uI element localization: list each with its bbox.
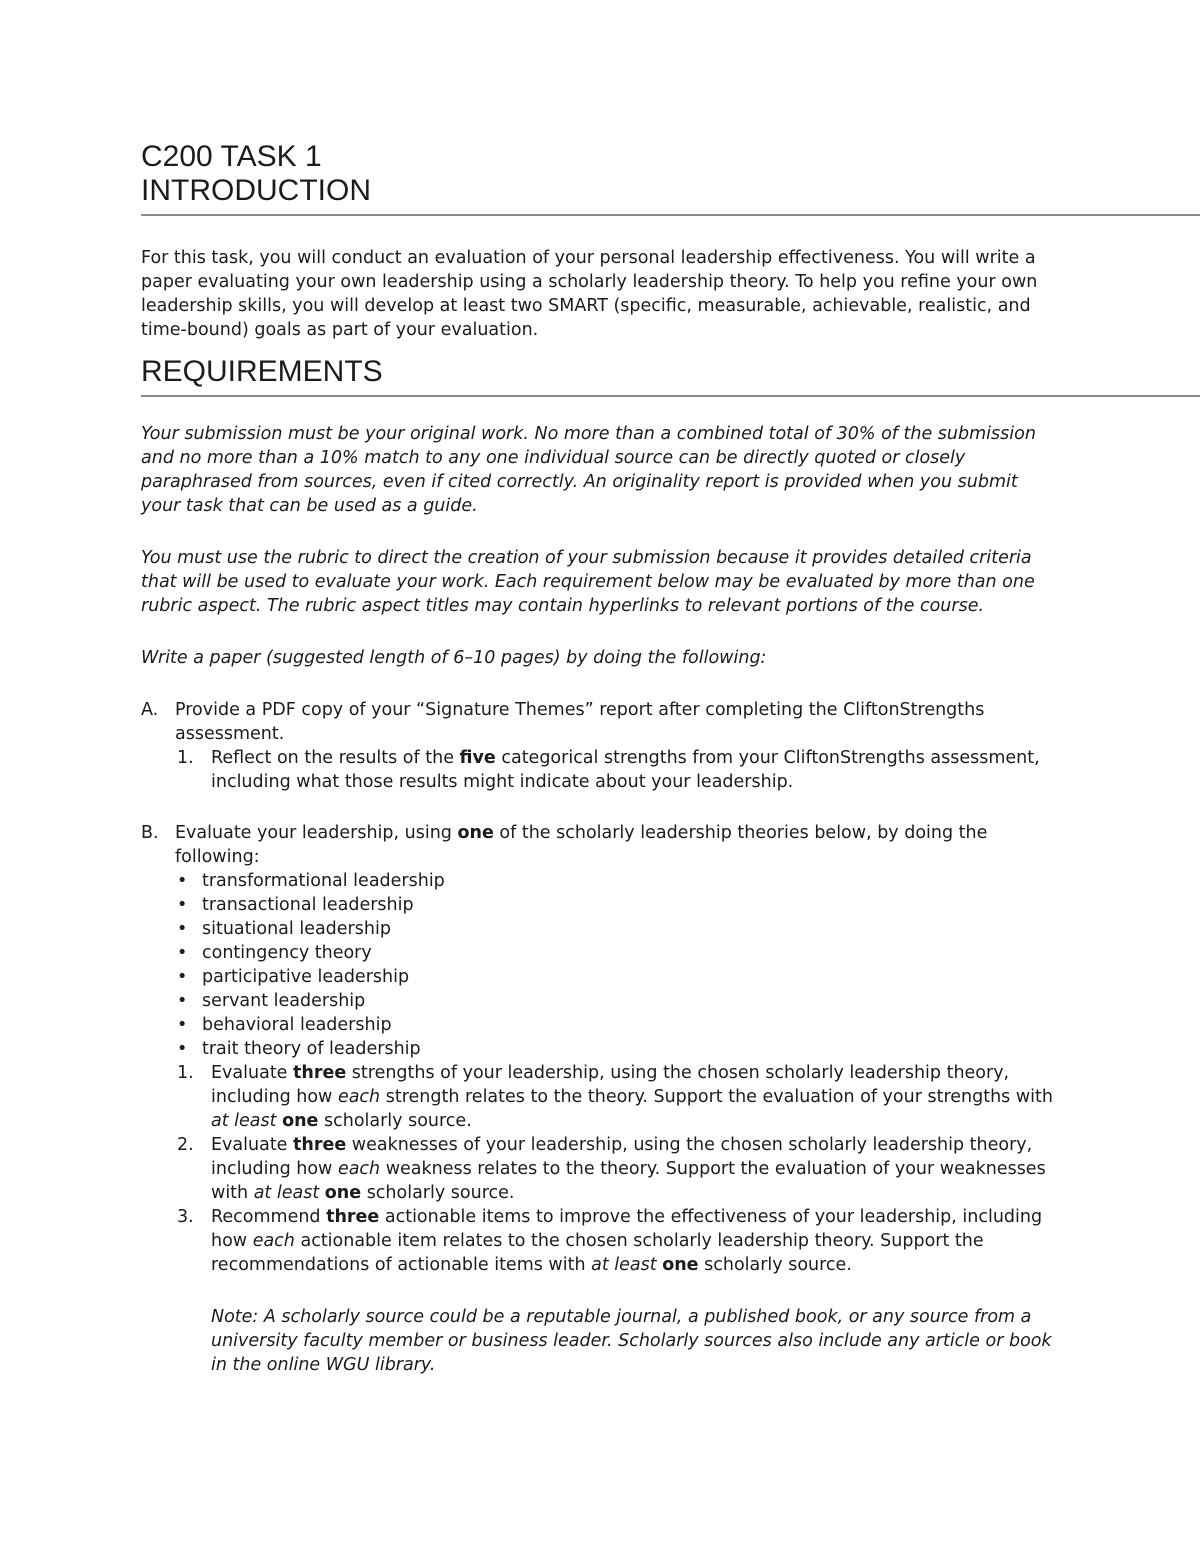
rubric-paragraph: You must use the rubric to direct the creation of your submission because it provides detailed criteria that will be used to evaluate your work. Each requirement below may be evaluated by more than one rubric aspect. The rubric aspect titles may contain hyperlinks to relevant portions of the course. (141, 548, 1035, 616)
list-marker: 3. (177, 1207, 194, 1227)
theory-label: transactional leadership (202, 895, 414, 915)
bullet-icon: • (177, 1039, 188, 1059)
list-item-a (141, 698, 1061, 746)
bullet-icon: • (177, 919, 188, 939)
emphasis-italic: each (337, 1087, 381, 1107)
list-item-b2 (141, 1133, 1061, 1205)
bullet-icon: • (177, 871, 188, 891)
item-text: Evaluate (211, 1063, 294, 1083)
item-text: actionable item relates to the chosen scholarly leadership theory. Support the recommendations of actionable items with (211, 1231, 984, 1275)
document-page (141, 140, 1200, 1377)
bullet-icon: • (177, 895, 188, 915)
introduction-heading: INTRODUCTION (141, 174, 371, 207)
theory-item (141, 917, 1200, 941)
theory-item (141, 893, 1200, 917)
item-text: weaknesses of your leadership, using the chosen scholarly leadership theory, including how (211, 1135, 1033, 1179)
list-marker: 1. (177, 1063, 194, 1083)
emphasis-bold: three (293, 1135, 347, 1155)
theory-item (141, 965, 1200, 989)
theory-label: servant leadership (202, 991, 366, 1011)
list-marker: A. (141, 700, 159, 720)
item-text: of the scholarly leadership theories below, by doing the following: (175, 823, 988, 867)
list-item-a1 (141, 746, 1061, 794)
list-item-b (141, 821, 1061, 869)
theory-label: transformational leadership (202, 871, 445, 891)
theory-item (141, 869, 1200, 893)
item-text: scholarly source. (318, 1111, 472, 1131)
originality-paragraph: Your submission must be your original work. No more than a combined total of 30% of the submission and no more than a 10% match to any one individual source can be directly quoted or closely paraphrased from sources, even if cited correctly. An originality report is provided when you submit your task that can be used as a guide. (141, 424, 1036, 516)
item-text: weakness relates to the theory. Support the evaluation of your weaknesses with (211, 1159, 1046, 1203)
emphasis-italic: at least (253, 1183, 320, 1203)
bullet-icon: • (177, 943, 188, 963)
theory-item (141, 941, 1200, 965)
item-text: scholarly source. (698, 1255, 852, 1275)
item-text: scholarly source. (361, 1183, 515, 1203)
item-text: strengths of your leadership, using the chosen scholarly leadership theory, including how (211, 1063, 1010, 1107)
theory-item (141, 1013, 1200, 1037)
requirements-list-b (141, 821, 1200, 1277)
course-task-title: C200 TASK 1 (141, 140, 322, 173)
item-text: categorical strengths from your CliftonStrengths assessment, including what those results might indicate about your leadership. (211, 748, 1040, 792)
requirements-divider (141, 395, 1200, 397)
item-text: actionable items to improve the effectiveness of your leadership, including how (211, 1207, 1043, 1251)
scholarly-source-note: Note: A scholarly source could be a reputable journal, a published book, or any source from a university faculty member or business leader. Scholarly sources also include any article or book in the online WGU library. (211, 1307, 1052, 1375)
list-marker: 2. (177, 1135, 194, 1155)
emphasis-bold: one (662, 1255, 699, 1275)
requirements-list (141, 698, 1200, 794)
bullet-icon: • (177, 1015, 188, 1035)
emphasis-italic: at least (591, 1255, 657, 1275)
emphasis-bold: three (293, 1063, 347, 1083)
requirements-heading: REQUIREMENTS (141, 355, 383, 388)
list-item-b1 (141, 1061, 1061, 1133)
list-item-b3 (141, 1205, 1061, 1277)
emphasis-italic: each (252, 1231, 295, 1251)
item-text: Reflect on the results of the (211, 748, 460, 768)
emphasis-italic: each (337, 1159, 381, 1179)
introduction-paragraph: For this task, you will conduct an evaluation of your personal leadership effectiveness. You will write a paper evaluating your own leadership using a scholarly leadership theory. To help you refine your own leadership skills, you will develop at least two SMART (specific, measurable, achievable, realistic, and time-bound) goals as part of your evaluation. (141, 248, 1038, 340)
list-marker: B. (141, 823, 159, 843)
introduction-divider (141, 214, 1200, 216)
emphasis-bold: five (459, 748, 496, 768)
list-marker: 1. (177, 748, 194, 768)
theory-label: situational leadership (202, 919, 391, 939)
emphasis-bold: one (324, 1183, 362, 1203)
emphasis-italic: at least (211, 1111, 277, 1131)
theory-label: trait theory of leadership (202, 1039, 421, 1059)
theory-item (141, 989, 1200, 1013)
item-text: Recommend (211, 1207, 327, 1227)
item-text: strength relates to the theory. Support the evaluation of your strengths with (380, 1087, 1053, 1107)
bullet-icon: • (177, 967, 188, 987)
item-text: Evaluate your leadership, using (175, 823, 458, 843)
theory-label: behavioral leadership (202, 1015, 392, 1035)
theory-label: participative leadership (202, 967, 410, 987)
emphasis-bold: three (326, 1207, 380, 1227)
item-a-text: Provide a PDF copy of your “Signature Themes” report after completing the CliftonStrengths assessment. (175, 700, 985, 744)
theory-item (141, 1037, 1200, 1061)
emphasis-bold: one (282, 1111, 319, 1131)
emphasis-bold: one (457, 823, 494, 843)
theory-label: contingency theory (202, 943, 372, 963)
item-text: Evaluate (211, 1135, 294, 1155)
write-instruction: Write a paper (suggested length of 6–10 pages) by doing the following: (141, 648, 767, 668)
bullet-icon: • (177, 991, 188, 1011)
